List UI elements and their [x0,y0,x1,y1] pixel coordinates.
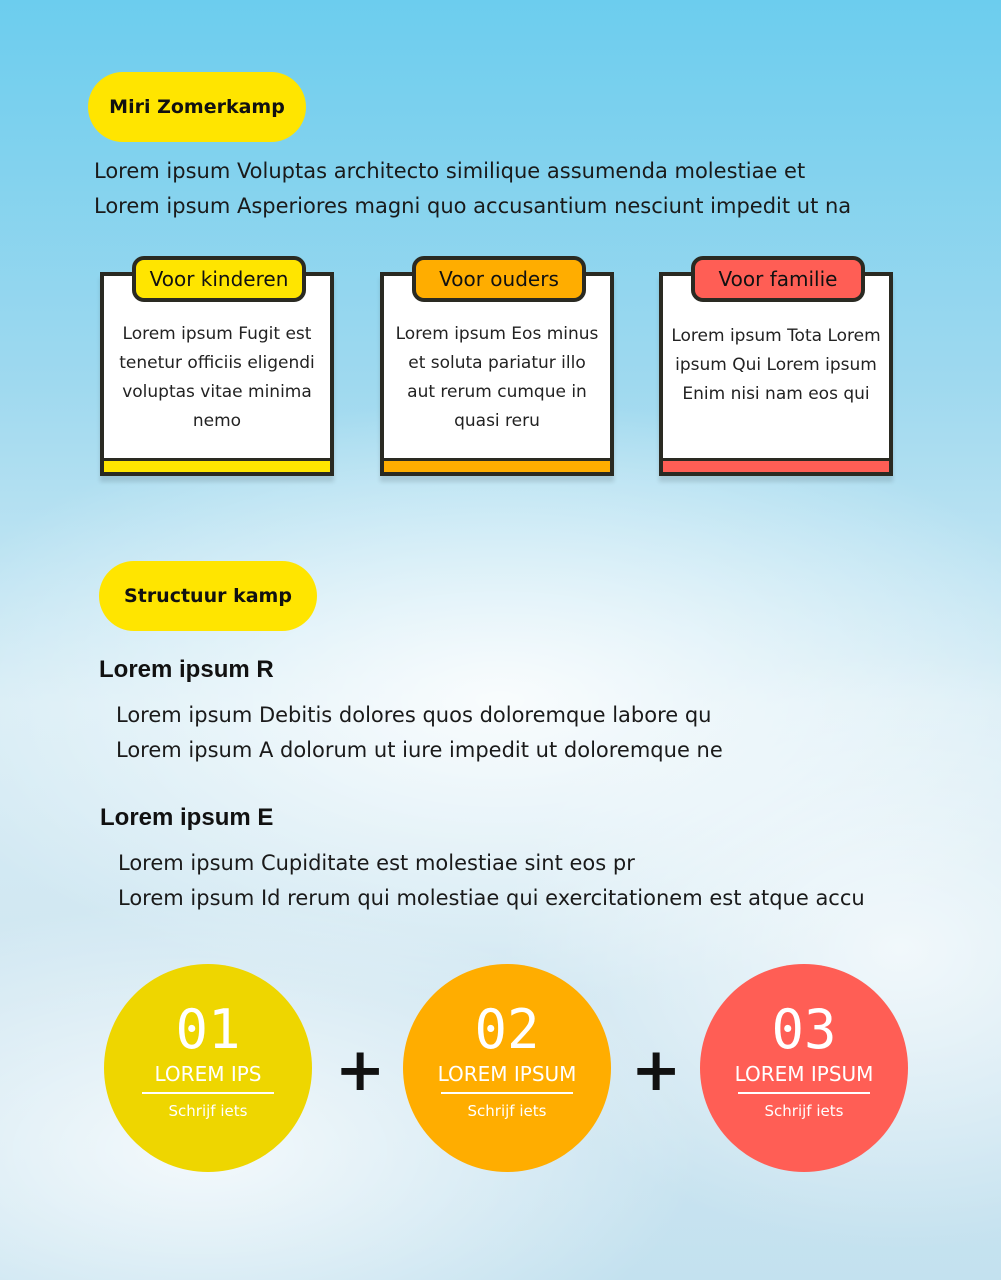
card-bar [104,458,330,472]
card-text: Lorem ipsum Fugit est tenetur officiis eligendi voluptas vitae minima nemo [119,324,315,431]
intro-line: Lorem ipsum Voluptas architecto similique assumenda molestiae et [94,159,806,183]
step-title: LOREM IPSUM [441,1062,573,1094]
section-line: Lorem ipsum Cupiditate est molestiae sint eos pr [118,851,635,875]
card-ouders [380,267,614,476]
card-bar [663,458,889,472]
step-subtitle: Schrijf iets [467,1102,547,1120]
card-tab: Voor kinderen [132,256,306,302]
step-circle-2 [403,964,611,1172]
step-title: LOREM IPSUM [738,1062,870,1094]
step-number: 03 [771,998,837,1061]
section-line: Lorem ipsum A dolorum ut iure impedit ut doloremque ne [116,738,723,762]
card-bar [384,458,610,472]
step-subtitle: Schrijf iets [168,1102,248,1120]
step-number: 02 [474,998,540,1061]
intro-line: Lorem ipsum Asperiores magni quo accusantium nesciunt impedit ut na [94,194,852,218]
section-text [116,698,723,768]
intro-text [94,154,851,224]
section-heading: Lorem ipsum E [100,804,274,831]
step-title: LOREM IPS [142,1062,274,1094]
card-text: Lorem ipsum Tota Lorem ipsum Qui Lorem ipsum Enim nisi nam eos qui [671,326,881,404]
section-line: Lorem ipsum Id rerum qui molestiae qui exercitationem est atque accu [118,886,865,910]
step-circle-3 [700,964,908,1172]
step-subtitle: Schrijf iets [764,1102,844,1120]
step-circle-1 [104,964,312,1172]
card-tab: Voor familie [691,256,865,302]
structure-badge: Structuur kamp [99,561,317,631]
card-kinderen [100,267,334,476]
card-familie [659,267,893,476]
section-text [118,846,865,916]
section-line: Lorem ipsum Debitis dolores quos doloremque labore qu [116,703,712,727]
card-text: Lorem ipsum Eos minus et soluta pariatur illo aut rerum cumque in quasi reru [395,324,599,431]
plus-icon: + [631,1035,682,1105]
step-number: 01 [175,998,241,1061]
plus-icon: + [335,1035,386,1105]
title-badge: Miri Zomerkamp [88,72,306,142]
section-heading: Lorem ipsum R [99,656,274,683]
card-tab: Voor ouders [412,256,586,302]
